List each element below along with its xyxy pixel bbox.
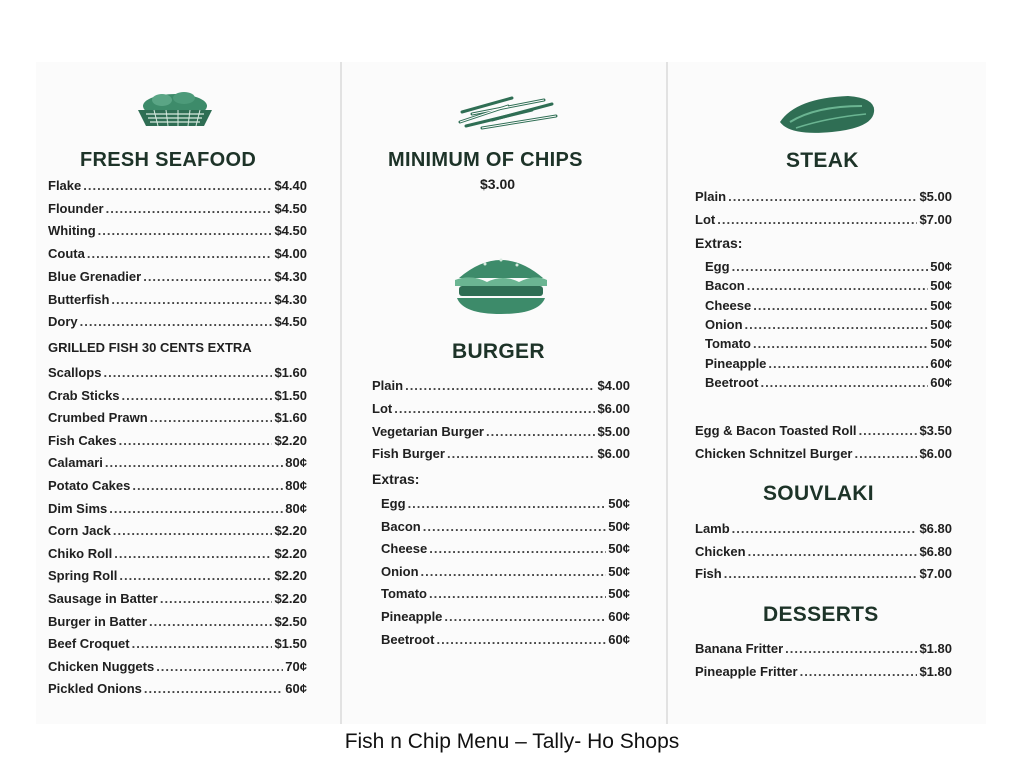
steak-extras-label: Extras: (695, 235, 743, 251)
menu-item-name: Flake (48, 178, 82, 193)
menu-item-name: Fish Cakes (48, 432, 117, 448)
menu-item-price: $5.00 (597, 423, 630, 439)
dot-leader (728, 189, 917, 204)
dot-leader (444, 609, 606, 624)
menu-item-price: $2.20 (274, 523, 307, 539)
menu-item-price: $1.60 (274, 365, 307, 380)
menu-item-name: Flounder (48, 200, 104, 216)
menu-item-name: Chiko Roll (48, 545, 113, 561)
menu-item-price: 60¢ (608, 609, 630, 624)
dot-leader (447, 446, 595, 461)
dot-leader (122, 388, 273, 403)
menu-item-name: Tomato (705, 336, 751, 352)
menu-item-price: $7.00 (919, 566, 952, 582)
menu-item-name: Chicken Schnitzel Burger (695, 445, 853, 461)
menu-item-price: $2.20 (274, 568, 307, 584)
slide-caption: Fish n Chip Menu – Tally- Ho Shops (344, 730, 680, 753)
dot-leader (423, 519, 607, 534)
dot-leader (747, 278, 929, 293)
dot-leader (156, 659, 283, 674)
burger-extra-row (381, 519, 630, 534)
fresh-seafood-heading: FRESH SEAFOOD (80, 149, 257, 171)
dot-leader (405, 378, 595, 393)
menu-item-name: Calamari (48, 455, 103, 471)
menu-item-name: Egg (705, 259, 730, 274)
dot-leader (80, 314, 273, 329)
menu-item-name: Blue Grenadier (48, 268, 142, 284)
dot-leader (103, 365, 272, 380)
menu-fold-right (666, 62, 668, 724)
menu-item-price: $7.00 (919, 211, 952, 227)
menu-item-price: 70¢ (285, 658, 307, 674)
menu-item-name: Plain (695, 189, 727, 204)
souvlaki-item-row (695, 544, 952, 559)
menu-item-price: 50¢ (930, 259, 952, 274)
dot-leader (87, 246, 273, 261)
menu-item-name: Crab Sticks (48, 387, 120, 403)
dot-leader (785, 641, 917, 656)
chips-icon (452, 92, 564, 132)
menu-item-price: $1.80 (919, 641, 952, 656)
menu-item-price: $4.00 (274, 246, 307, 262)
dot-leader (732, 521, 918, 536)
menu-item-price: $1.80 (919, 663, 952, 679)
dot-leader (98, 223, 273, 238)
menu-item-price: $2.20 (274, 591, 307, 606)
steak-extra-row (705, 259, 952, 274)
grilled-fish-note: GRILLED FISH 30 CENTS EXTRA (48, 340, 252, 355)
menu-item-name: Fish (695, 566, 722, 582)
dot-leader (760, 375, 928, 390)
dot-leader (144, 681, 283, 696)
menu-item-name: Burger in Batter (48, 613, 147, 629)
seafood-extra-row (48, 591, 307, 606)
menu-item-name: Crumbed Prawn (48, 410, 148, 426)
menu-item-price: $4.30 (274, 291, 307, 307)
menu-item-name: Beef Croquet (48, 636, 130, 652)
menu-item-price: $3.50 (919, 423, 952, 438)
souvlaki-item-row (695, 521, 952, 536)
menu-item-name: Egg (381, 496, 406, 511)
menu-item-name: Scallops (48, 365, 102, 380)
seafood-extra-row (48, 546, 307, 561)
dot-leader (768, 356, 928, 371)
burger-extra-row (381, 609, 630, 624)
burger-extra-row (381, 632, 630, 647)
menu-item-name: Plain (372, 378, 404, 393)
menu-item-name: Dory (48, 314, 78, 330)
menu-fold-left (340, 62, 342, 724)
seafood-extra-row (48, 433, 307, 448)
dot-leader (753, 336, 928, 351)
menu-item-name: Onion (705, 316, 743, 332)
burger-item-row (372, 446, 630, 461)
dot-leader (160, 591, 273, 606)
seafood-item-row (48, 246, 307, 261)
menu-item-price: $4.50 (274, 200, 307, 216)
seafood-extra-row (48, 523, 307, 538)
seafood-extra-row (48, 410, 307, 425)
dot-leader (114, 546, 272, 561)
dot-leader (143, 269, 272, 284)
menu-item-price: $1.60 (274, 410, 307, 426)
dot-leader (724, 566, 918, 581)
seafood-extra-row (48, 636, 307, 651)
menu-item-price: $4.40 (274, 178, 307, 193)
seafood-extra-row (48, 659, 307, 674)
menu-item-price: $2.50 (274, 613, 307, 629)
dot-leader (132, 636, 273, 651)
dot-leader (732, 259, 929, 274)
dot-leader (748, 544, 918, 559)
menu-item-price: $6.80 (919, 543, 952, 559)
menu-item-name: Dim Sims (48, 500, 108, 516)
dot-leader (486, 424, 595, 439)
dot-leader (753, 298, 928, 313)
menu-item-name: Lot (695, 211, 716, 227)
minimum-chips-heading: MINIMUM OF CHIPS (388, 149, 583, 171)
burger-item-row (372, 424, 630, 439)
menu-item-price: $6.00 (919, 445, 952, 461)
dot-leader (106, 201, 273, 216)
dot-leader (859, 423, 918, 438)
burger-extra-row (381, 564, 630, 579)
menu-item-name: Chicken (695, 543, 746, 559)
steak-extra-row (705, 375, 952, 390)
seafood-item-row (48, 178, 307, 193)
dot-leader (429, 541, 606, 556)
seafood-extra-row (48, 614, 307, 629)
dot-leader (119, 433, 273, 448)
dot-leader (150, 410, 273, 425)
seafood-extra-row (48, 455, 307, 470)
menu-item-price: $5.00 (919, 189, 952, 204)
menu-item-name: Whiting (48, 223, 96, 239)
dot-leader (394, 401, 595, 416)
menu-item-name: Lamb (695, 521, 730, 536)
seafood-item-row (48, 314, 307, 329)
menu-item-name: Chicken Nuggets (48, 658, 155, 674)
seafood-extra-row (48, 568, 307, 583)
menu-item-price: 60¢ (930, 355, 952, 371)
dot-leader (105, 455, 283, 470)
dot-leader (421, 564, 607, 579)
menu-item-price: $4.50 (274, 223, 307, 239)
dot-leader (717, 212, 917, 227)
menu-item-price: $6.00 (597, 400, 630, 416)
menu-item-name: Pineapple Fritter (695, 663, 798, 679)
menu-item-price: 50¢ (930, 297, 952, 313)
dot-leader (854, 446, 917, 461)
burger-item-row (372, 401, 630, 416)
menu-item-price: 50¢ (608, 563, 630, 579)
burger-extra-row (381, 541, 630, 556)
menu-item-name: Pineapple (705, 355, 767, 371)
menu-item-price: 50¢ (608, 586, 630, 602)
steak-extra-row (705, 356, 952, 371)
menu-item-price: $6.00 (597, 446, 630, 462)
dot-leader (800, 664, 918, 679)
seafood-extra-row (48, 478, 307, 493)
burger-extra-row (381, 586, 630, 601)
dessert-item-row (695, 664, 952, 679)
steak-extra-row (705, 336, 952, 351)
menu-item-name: Cheese (705, 297, 752, 313)
dot-leader (119, 568, 272, 583)
menu-item-name: Bacon (381, 518, 421, 534)
menu-item-price: $4.30 (274, 268, 307, 284)
menu-item-name: Tomato (381, 586, 427, 602)
menu-item-name: Pickled Onions (48, 681, 142, 697)
seafood-extra-row (48, 681, 307, 696)
menu-item-name: Couta (48, 246, 85, 262)
steak-extra-row (705, 298, 952, 313)
menu-item-name: Vegetarian Burger (372, 423, 484, 439)
menu-item-name: Fish Burger (372, 446, 445, 462)
chips-price: $3.00 (480, 176, 516, 192)
seafood-item-row (48, 292, 307, 307)
burger-extra-row (381, 496, 630, 511)
menu-item-price: $2.20 (274, 432, 307, 448)
menu-item-name: Cheese (381, 541, 428, 557)
menu-item-price: 80¢ (285, 500, 307, 516)
menu-item-name: Spring Roll (48, 568, 118, 584)
menu-item-name: Beetroot (381, 631, 435, 647)
menu-item-price: 60¢ (285, 681, 307, 697)
seafood-item-row (48, 223, 307, 238)
menu-item-price: 50¢ (930, 278, 952, 294)
dot-leader (109, 501, 283, 516)
steak-roll-row (695, 423, 952, 438)
menu-item-price: $4.50 (274, 314, 307, 330)
menu-item-price: 60¢ (930, 374, 952, 390)
menu-item-name: Butterfish (48, 291, 110, 307)
menu-item-price: $1.50 (274, 636, 307, 652)
seafood-extra-row (48, 365, 307, 380)
seafood-extra-row (48, 388, 307, 403)
menu-item-price: 50¢ (930, 336, 952, 352)
dot-leader (149, 614, 272, 629)
steak-item-row (695, 212, 952, 227)
menu-item-price: $2.20 (274, 545, 307, 561)
menu-item-name: Potato Cakes (48, 478, 131, 493)
menu-item-name: Beetroot (705, 374, 759, 390)
dot-leader (132, 478, 283, 493)
menu-item-name: Banana Fritter (695, 641, 784, 656)
burger-extras-label: Extras: (372, 471, 420, 487)
dot-leader (83, 178, 272, 193)
souvlaki-heading: SOUVLAKI (763, 482, 874, 505)
menu-item-name: Lot (372, 400, 393, 416)
menu-item-price: 50¢ (608, 541, 630, 557)
dot-leader (408, 496, 607, 511)
seafood-item-row (48, 201, 307, 216)
dot-leader (429, 586, 606, 601)
menu-item-price: $6.80 (919, 521, 952, 536)
dot-leader (113, 523, 273, 538)
menu-item-name: Sausage in Batter (48, 591, 158, 606)
menu-item-price: 60¢ (608, 631, 630, 647)
desserts-heading: DESSERTS (763, 603, 879, 626)
menu-item-name: Pineapple (381, 609, 443, 624)
menu-item-name: Bacon (705, 278, 745, 294)
menu-item-price: 50¢ (930, 316, 952, 332)
seafood-basket-icon (132, 86, 218, 130)
seafood-extra-row (48, 501, 307, 516)
seafood-item-row (48, 269, 307, 284)
steak-extra-row (705, 317, 952, 332)
menu-item-name: Corn Jack (48, 523, 111, 539)
dot-leader (111, 292, 272, 307)
burger-item-row (372, 378, 630, 393)
menu-item-price: 80¢ (285, 478, 307, 493)
burger-icon (451, 248, 551, 318)
dot-leader (745, 317, 929, 332)
steak-heading: STEAK (786, 149, 859, 172)
souvlaki-item-row (695, 566, 952, 581)
dot-leader (436, 632, 606, 647)
steak-roll-row (695, 446, 952, 461)
steak-extra-row (705, 278, 952, 293)
menu-item-price: 50¢ (608, 518, 630, 534)
dessert-item-row (695, 641, 952, 656)
menu-item-name: Onion (381, 563, 419, 579)
menu-item-price: $1.50 (274, 387, 307, 403)
menu-item-price: 80¢ (285, 455, 307, 471)
steak-icon (776, 92, 880, 136)
menu-item-price: $4.00 (597, 378, 630, 393)
steak-item-row (695, 189, 952, 204)
menu-item-name: Egg & Bacon Toasted Roll (695, 423, 857, 438)
menu-item-price: 50¢ (608, 496, 630, 511)
burger-heading: BURGER (452, 340, 545, 363)
